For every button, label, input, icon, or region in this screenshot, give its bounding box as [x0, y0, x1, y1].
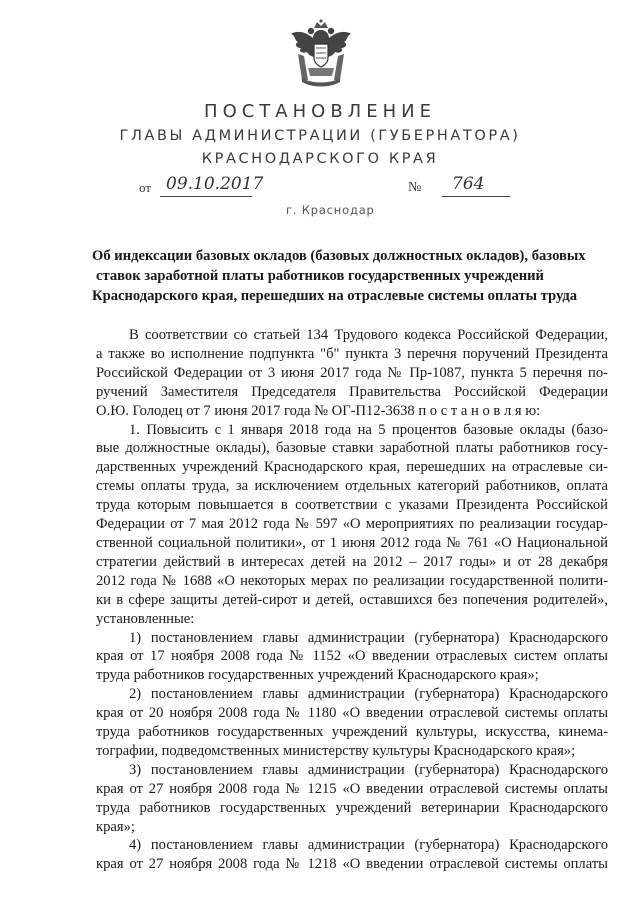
- body-text-line: края»;: [96, 818, 135, 835]
- document-type-heading: ПОСТАНОВЛЕНИЕ: [204, 101, 436, 122]
- city-label: г. Краснодар: [286, 203, 375, 217]
- document-title-line: Краснодарского края, перешедших на отраслевые системы оплаты труда: [92, 288, 578, 304]
- body-text-line: стемы оплаты труда, за исключением отдельных категорий работников, оплата: [96, 478, 608, 495]
- number-underline: [442, 196, 510, 197]
- document-title: [92, 246, 586, 306]
- body-text-line: Федерации от 7 мая 2012 года № 597 «О мероприятиях по реализации государ-: [96, 516, 608, 533]
- date-value: 09.10.2017: [166, 174, 264, 194]
- coat-of-arms-icon: [288, 18, 354, 88]
- body-text-line: Российской Федерации от 3 июня 2017 года № Пр-1087, пункта 5 перечня по-: [96, 364, 608, 381]
- body-text-line: труда которым повышается в соответствии с указами Президента Российской: [96, 497, 608, 514]
- body-text-line: 4) постановлением главы администрации (губернатора) Краснодарского: [129, 837, 608, 854]
- date-underline: [160, 196, 252, 197]
- body-text-line: О.Ю. Голодец от 7 июня 2017 года № ОГ-П12-3638 п о с т а н о в л я ю:: [96, 402, 541, 419]
- body-text-line: края от 27 ноября 2008 года № 1215 «О введении отраслевой системы оплаты: [96, 780, 608, 797]
- body-text-line: ручений Заместителя Председателя Правительства Российской Федерации: [96, 383, 608, 400]
- body-text-line: края от 17 ноября 2008 года № 1152 «О введении отраслевых систем оплаты: [96, 648, 608, 665]
- date-label: от: [139, 180, 152, 195]
- document-title-line: ставок заработной платы работников государственных учреждений: [96, 268, 544, 284]
- body-text-line: дарственных учреждений Краснодарского края, перешедших на отраслевые си-: [96, 459, 608, 476]
- document-body: [96, 326, 608, 874]
- issuer-heading-line2: КРАСНОДАРСКОГО КРАЯ: [201, 151, 439, 167]
- body-text-line: ки в сфере защиты детей-сирот и детей, оставшихся без попечения родителей»,: [96, 591, 608, 608]
- body-text-line: края от 27 ноября 2008 года № 1218 «О введении отраслевой системы оплаты: [96, 856, 608, 873]
- body-text-line: 2) постановлением главы администрации (губернатора) Краснодарского: [129, 686, 608, 703]
- body-text-line: В соответствии со статьей 134 Трудового кодекса Российской Федерации,: [129, 327, 608, 343]
- body-text-line: 1. Повысить с 1 января 2018 года на 5 процентов базовые оклады (базо-: [129, 421, 608, 438]
- body-text-line: труда работников государственных учреждений ветеринарии Краснодарского: [96, 799, 608, 816]
- body-text-line: а также во исполнение подпункта "б" пункта 3 перечня поручений Президента: [96, 345, 608, 362]
- body-text-line: 2012 года № 1688 «О некоторых мерах по реализации государственной полити-: [96, 572, 608, 589]
- issuer-heading-line1: ГЛАВЫ АДМИНИСТРАЦИИ (ГУБЕРНАТОРА): [119, 128, 521, 144]
- body-text-line: труда работников государственных учреждений Краснодарского края»;: [96, 667, 539, 684]
- body-text-line: труда работников государственных учреждений культуры, искусства, кинема-: [96, 724, 608, 741]
- body-text-line: ственной социальной политики», от 1 июня 2012 года № 761 «О Национальной: [96, 534, 608, 551]
- body-text-line: вые должностные оклады), базовые ставки заработной платы работников госу-: [96, 440, 608, 457]
- body-text-line: стратегии действий в интересах детей на 2012 – 2017 годы» и от 28 декабря: [96, 553, 608, 570]
- body-text-line: 3) постановлением главы администрации (губернатора) Краснодарского: [129, 761, 608, 778]
- body-text-line: 1) постановлением главы администрации (губернатора) Краснодарского: [129, 629, 608, 646]
- number-value: 764: [452, 174, 485, 194]
- body-text-line: установленные:: [96, 610, 195, 627]
- document-title-line: Об индексации базовых окладов (базовых должностных окладов), базовых: [92, 248, 586, 264]
- body-text-line: края от 20 ноября 2008 года № 1180 «О введении отраслевой системы оплаты: [96, 705, 608, 722]
- body-text-line: тографии, подведомственных министерству культуры Краснодарского края»;: [96, 742, 576, 759]
- number-label: №: [408, 180, 422, 195]
